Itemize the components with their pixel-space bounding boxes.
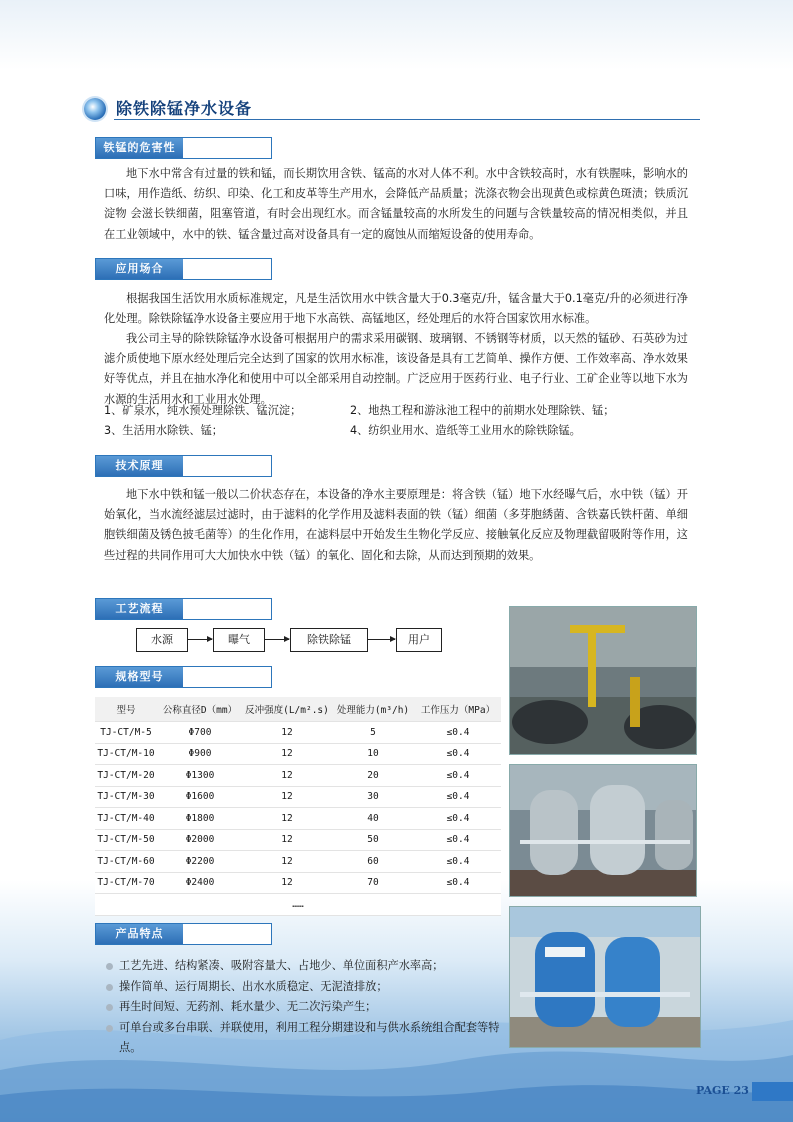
flow-step-aeration: 曝气 xyxy=(213,628,265,652)
table-row xyxy=(95,765,501,787)
section-header-features xyxy=(95,923,272,945)
section-header-principle xyxy=(95,455,272,477)
table-row xyxy=(95,872,501,894)
cell: TJ-CT/M-20 xyxy=(95,765,157,787)
features-list xyxy=(104,956,504,1059)
process-flow-diagram xyxy=(136,628,446,652)
section-label: 规格型号 xyxy=(96,667,183,687)
cell: Φ1800 xyxy=(157,808,243,830)
list-item: 可单台或多台串联、并联使用，利用工程分期建设和与供水系统组合配套等特点。 xyxy=(104,1018,504,1059)
table-row-ellipsis xyxy=(95,894,501,916)
cell: 20 xyxy=(331,765,415,787)
application-list xyxy=(104,401,688,441)
cell: 30 xyxy=(331,786,415,808)
list-item: 1、矿泉水，纯水预处理除铁、锰沉淀； xyxy=(104,404,302,417)
section-label: 工艺流程 xyxy=(96,599,183,619)
cell: TJ-CT/M-5 xyxy=(95,722,157,744)
table-row xyxy=(95,786,501,808)
column-header: 公称直径D（mm） xyxy=(157,697,243,722)
title-underline xyxy=(114,119,700,120)
table-row xyxy=(95,808,501,830)
list-item: 再生时间短、无药剂、耗水量少、无二次污染产生； xyxy=(104,997,504,1018)
cell: TJ-CT/M-70 xyxy=(95,872,157,894)
column-header: 型号 xyxy=(95,697,157,722)
table-row xyxy=(95,743,501,765)
cell: 70 xyxy=(331,872,415,894)
cell: Φ700 xyxy=(157,722,243,744)
list-item: 4、纺织业用水、造纸等工业用水的除铁除锰。 xyxy=(350,424,581,437)
table-row xyxy=(95,851,501,873)
cell: …… xyxy=(95,894,501,916)
bullet-orb-icon xyxy=(84,98,106,120)
cell: TJ-CT/M-60 xyxy=(95,851,157,873)
flow-step-user: 用户 xyxy=(396,628,442,652)
table-row xyxy=(95,829,501,851)
cell: Φ2200 xyxy=(157,851,243,873)
cell: Φ900 xyxy=(157,743,243,765)
cell: ≤0.4 xyxy=(415,829,501,851)
list-item: 工艺先进、结构紧凑、吸附容量大、占地少、单位面积产水率高； xyxy=(104,956,504,977)
application-paragraph-1: 根据我国生活饮用水质标准规定，凡是生活饮用水中铁含量大于0.3毫克/升，锰含量大于0.1毫克/升的必须进行净化处理。除铁除锰净水设备主要应用于地下水高铁、高锰地区，经处理后的水符合国家饮用水标准。 xyxy=(104,292,688,326)
cell: 12 xyxy=(243,743,331,765)
cell: ≤0.4 xyxy=(415,851,501,873)
list-item: 3、生活用水除铁、锰； xyxy=(104,424,223,437)
section-header-process xyxy=(95,598,272,620)
cell: 40 xyxy=(331,808,415,830)
page-header xyxy=(84,92,700,122)
cell: 60 xyxy=(331,851,415,873)
cell: ≤0.4 xyxy=(415,786,501,808)
table-header-row xyxy=(95,697,501,722)
hazard-paragraph: 地下水中常含有过量的铁和锰，而长期饮用含铁、锰高的水对人体不利。水中含铁较高时，水有铁腥味，影响水的口味，用作造纸、纺织、印染、化工和皮革等生产用水，会降低产品质量；洗涤衣物会出现黄色或棕黄色斑渍；铁质沉淀物 会滋长铁细菌，阻塞管道，有时会出现红水。而含锰量较高的水所发生的问题与含铁量较高的情况相类似，并且在工业领域中，水中的铁、锰含量过高对设备具有一定的腐蚀从而缩短设备的使用寿命。 xyxy=(104,167,688,241)
cell: Φ2000 xyxy=(157,829,243,851)
bullet-dot-icon xyxy=(106,984,113,991)
photo-steel-tanks xyxy=(509,764,697,897)
page-title: 除铁除锰净水设备 xyxy=(116,99,253,118)
cell: 5 xyxy=(331,722,415,744)
page-tab-decoration xyxy=(752,1082,793,1101)
bullet-dot-icon xyxy=(106,963,113,970)
list-item: 2、地热工程和游泳池工程中的前期水处理除铁、锰； xyxy=(350,404,615,417)
column-header: 工作压力（MPa） xyxy=(415,697,501,722)
photo-factory-workshop xyxy=(509,606,697,755)
section-label: 技术原理 xyxy=(96,456,183,476)
cell: ≤0.4 xyxy=(415,765,501,787)
cell: ≤0.4 xyxy=(415,722,501,744)
page-number: PAGE 23 xyxy=(696,1084,749,1097)
flow-arrow-icon xyxy=(187,639,212,640)
cell: 50 xyxy=(331,829,415,851)
section-header-hazard xyxy=(95,137,272,159)
cell: 12 xyxy=(243,722,331,744)
flow-arrow-icon xyxy=(367,639,395,640)
cell: ≤0.4 xyxy=(415,872,501,894)
cell: 12 xyxy=(243,872,331,894)
photo-blue-tanks xyxy=(509,906,701,1048)
cell: ≤0.4 xyxy=(415,743,501,765)
flow-arrow-icon xyxy=(264,639,289,640)
section-label: 产品特点 xyxy=(96,924,183,944)
spec-table xyxy=(95,697,501,916)
cell: 12 xyxy=(243,808,331,830)
application-paragraph-2: 我公司主导的除铁除锰净水设备可根据用户的需求采用碳钢、玻璃钢、不锈钢等材质，以天然的锰砂、石英砂为过滤介质使地下原水经处理后完全达到了国家的饮用水标准，该设备是具有工艺简单、操作方便、工作效率高、净水效果好等优点，并且在抽水净化和使用中可以全部采用自动控制。广泛应用于医药行业、电子行业、工矿企业等以地下水为水源的生活用水和工业用水处理。 xyxy=(104,332,688,406)
bullet-dot-icon xyxy=(106,1025,113,1032)
cell: ≤0.4 xyxy=(415,808,501,830)
section-header-application xyxy=(95,258,272,280)
section-label: 应用场合 xyxy=(96,259,183,279)
cell: TJ-CT/M-50 xyxy=(95,829,157,851)
cell: 12 xyxy=(243,829,331,851)
section-header-spec xyxy=(95,666,272,688)
table-row xyxy=(95,722,501,744)
principle-paragraph: 地下水中铁和锰一般以二价状态存在，本设备的净水主要原理是：将含铁（锰）地下水经曝气后，水中铁（锰）开始氧化，当水流经滤层过滤时，由于滤料的化学作用及滤料表面的铁（锰）细菌（多芽胞綉菌、含铁嘉氏铁杆菌、单细胞铁细菌及锈色披毛菌等）的生化作用，在滤料层中开始发生生物化学反应、接触氧化反应及物理截留吸附等作用，这些过程的共同作用可大大加快水中铁（锰）的氧化、固化和去除，从而达到预期的效果。 xyxy=(104,488,688,562)
cell: 10 xyxy=(331,743,415,765)
cell: Φ1600 xyxy=(157,786,243,808)
cell: 12 xyxy=(243,851,331,873)
section-label: 铁锰的危害性 xyxy=(96,138,183,158)
cell: 12 xyxy=(243,786,331,808)
cell: TJ-CT/M-30 xyxy=(95,786,157,808)
cell: TJ-CT/M-40 xyxy=(95,808,157,830)
cell: 12 xyxy=(243,765,331,787)
column-header: 反冲强度(L/m².s) xyxy=(243,697,331,722)
flow-step-source: 水源 xyxy=(136,628,188,652)
cell: Φ2400 xyxy=(157,872,243,894)
bullet-dot-icon xyxy=(106,1004,113,1011)
column-header: 处理能力(m³/h) xyxy=(331,697,415,722)
list-item: 操作简单、运行周期长、出水水质稳定、无泥渣排放； xyxy=(104,977,504,998)
flow-step-removal: 除铁除锰 xyxy=(290,628,368,652)
cell: TJ-CT/M-10 xyxy=(95,743,157,765)
cell: Φ1300 xyxy=(157,765,243,787)
